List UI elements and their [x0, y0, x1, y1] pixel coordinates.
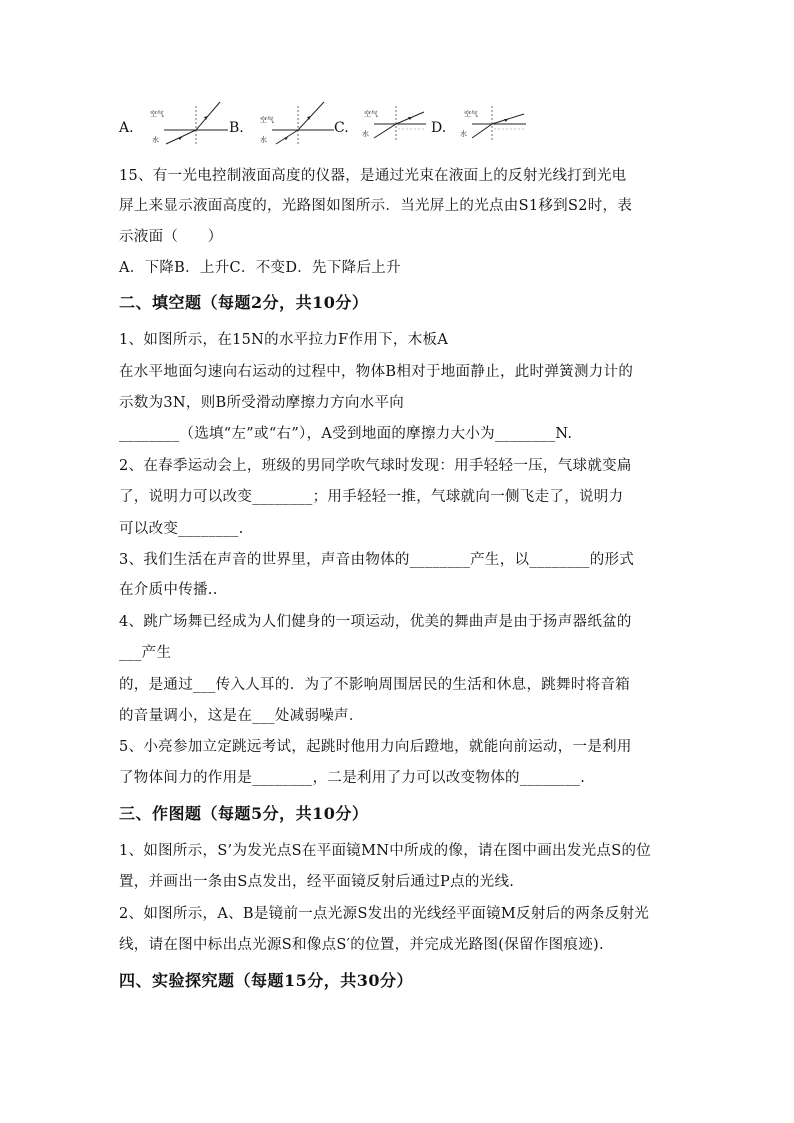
- q15-options: A．下降B．上升C．不变D．先下降后上升: [119, 260, 401, 276]
- water-label: 水: [460, 130, 467, 138]
- s2-q4-line-2: ___产生: [119, 645, 172, 661]
- option-a-refraction-diagram: [144, 100, 230, 146]
- s2-q3-line-2: 在介质中传播..: [119, 582, 218, 598]
- s2-q1-line-4: ________（选填“左”或“右”），A受到地面的摩擦力大小为________N.: [119, 426, 573, 442]
- water-label: 水: [260, 136, 267, 144]
- option-c-label: C.: [334, 120, 349, 136]
- option-d-refraction-diagram: [456, 104, 528, 142]
- s2-q1-line-2: 在水平地面匀速向右运动的过程中，物体B相对于地面静止，此时弹簧测力计的: [119, 364, 634, 380]
- s2-q5-line-2: 了物体间力的作用是________，二是利用了力可以改变物体的________.: [119, 770, 586, 786]
- section-3-heading: 三、作图题（每题5分，共10分）: [119, 804, 369, 823]
- air-label: 空气: [260, 116, 274, 124]
- s2-q2-line-2: 了，说明力可以改变________；用手轻轻一推，气球就向一侧飞走了，说明力: [119, 489, 624, 505]
- q15-line-1: 15、有一光电控制液面高度的仪器，是通过光束在液面上的反射光线打到光电: [119, 168, 627, 184]
- water-label: 水: [362, 130, 369, 138]
- s2-q1-line-3: 示数为3N，则B所受滑动摩擦力方向水平向: [119, 395, 405, 411]
- water-label: 水: [152, 136, 159, 144]
- air-label: 空气: [464, 110, 478, 118]
- s2-q2-line-1: 2、在春季运动会上，班级的男同学吹气球时发现：用手轻轻一压，气球就变扁: [119, 458, 632, 474]
- s2-q1-line-1: 1、如图所示，在15N的水平拉力F作用下，木板A: [119, 332, 449, 348]
- option-b-label: B.: [229, 120, 244, 136]
- air-label: 空气: [364, 110, 378, 118]
- section-2-heading: 二、填空题（每题2分，共10分）: [119, 293, 369, 312]
- s2-q5-line-1: 5、小亮参加立定跳远考试，起跳时他用力向后蹬地，就能向前运动，一是利用: [119, 739, 632, 755]
- option-b-refraction-diagram: [252, 100, 338, 146]
- s2-q3-line-1: 3、我们生活在声音的世界里，声音由物体的________产生，以________的形式: [119, 552, 635, 568]
- s2-q4-line-3: 的，是通过___传入人耳的．为了不影响周围居民的生活和休息，跳舞时将音箱: [119, 677, 631, 693]
- s3-q1-line-2: 置，并画出一条由S点发出，经平面镜反射后通过P点的光线.: [119, 874, 515, 890]
- option-c-refraction-diagram: [358, 104, 428, 142]
- s3-q1-line-1: 1、如图所示，S’为发光点S在平面镜MN中所成的像，请在图中画出发光点S的位: [119, 843, 652, 859]
- s2-q4-line-1: 4、跳广场舞已经成为人们健身的一项运动，优美的舞曲声是由于扬声器纸盆的: [119, 614, 632, 630]
- section-4-heading: 四、实验探究题（每题15分，共30分）: [119, 971, 414, 990]
- s3-q2-line-1: 2、如图所示，A、B是镜前一点光源S发出的光线经平面镜M反射后的两条反射光: [119, 906, 650, 922]
- option-a-label: A.: [119, 120, 134, 136]
- s2-q2-line-3: 可以改变________.: [119, 521, 244, 537]
- option-d-label: D.: [431, 120, 447, 136]
- s3-q2-line-2: 线，请在图中标出点光源S和像点S′的位置，并完成光路图(保留作图痕迹).: [119, 937, 604, 953]
- s2-q4-line-4: 的音量调小，这是在___处减弱噪声．: [119, 708, 364, 724]
- air-label: 空气: [150, 110, 164, 118]
- q15-line-3: 示液面（ ）: [119, 229, 223, 245]
- q15-line-2: 屏上来显示液面高度的，光路图如图所示．当光屏上的光点由S1移到S2时，表: [119, 198, 633, 214]
